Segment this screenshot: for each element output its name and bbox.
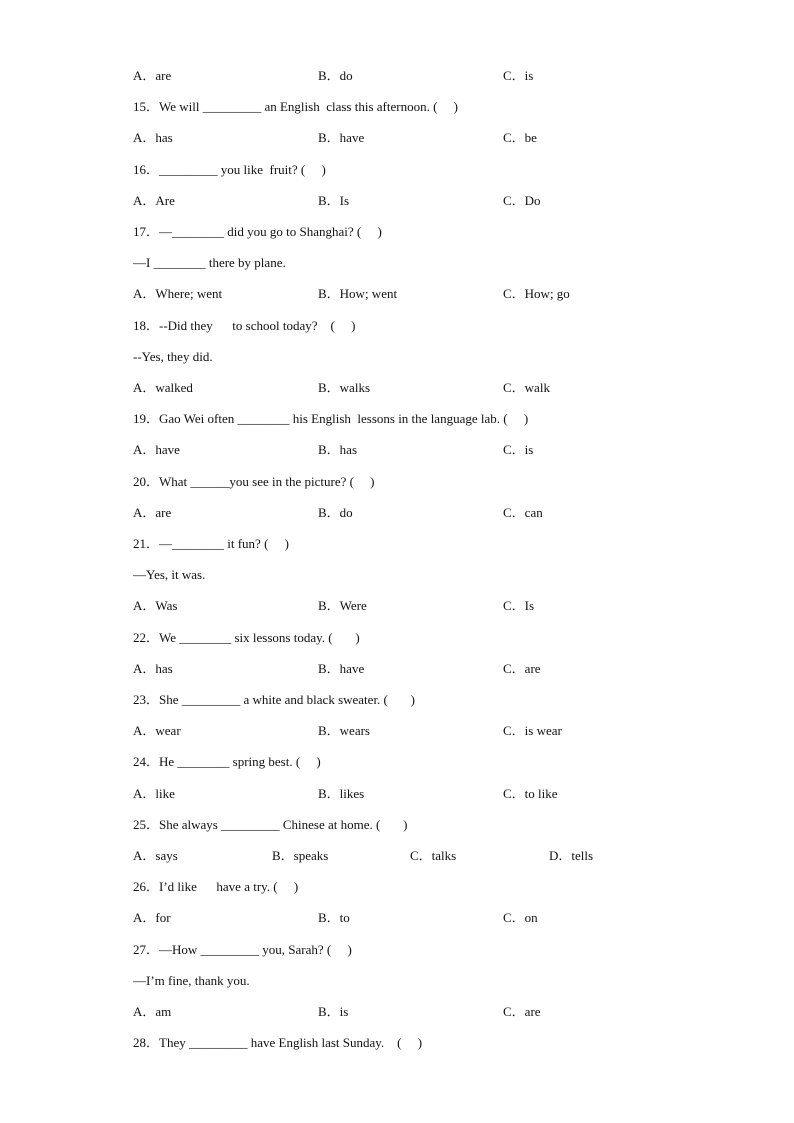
question-text: 25．She always _________ Chinese at home. ( )	[133, 817, 408, 832]
answer-option-b: B．have	[318, 661, 365, 676]
question-text: 21．—________ it fun? ( )	[133, 536, 289, 551]
answer-option-a: A．walked	[133, 380, 193, 395]
answer-option-c: C．can	[503, 505, 543, 520]
answer-option-b: B．walks	[318, 380, 371, 395]
answer-option-a: A．have	[133, 442, 180, 457]
answer-option-a: A．says	[133, 848, 178, 863]
answer-option-c: C．to like	[503, 786, 558, 801]
question-text: 27．—How _________ you, Sarah? ( )	[133, 942, 352, 957]
answer-option-a: A．Where; went	[133, 286, 223, 301]
answer-option-a: A．like	[133, 786, 175, 801]
answer-option-b: B．has	[318, 442, 358, 457]
answer-option-c: C．is	[503, 442, 534, 457]
question-text: 20．What ______you see in the picture? ( )	[133, 474, 375, 489]
question-text: —I ________ there by plane.	[133, 255, 286, 270]
answer-option-c: C．is	[503, 68, 534, 83]
answer-option-c: C．are	[503, 1004, 541, 1019]
answer-option-c: C．are	[503, 661, 541, 676]
answer-option-a: A．Are	[133, 193, 175, 208]
answer-option-b: B．have	[318, 130, 365, 145]
answer-option-a: A．for	[133, 910, 171, 925]
answer-option-b: B．Were	[318, 598, 367, 613]
answer-option-a: A．are	[133, 68, 172, 83]
question-text: 18．--Did they to school today? ( )	[133, 318, 356, 333]
answer-option-a: A．has	[133, 661, 173, 676]
answer-option-c: C．walk	[503, 380, 550, 395]
answer-option-b: B．to	[318, 910, 350, 925]
question-text: 28．They _________ have English last Sunday. ( )	[133, 1035, 423, 1050]
answer-option-b: B．wears	[318, 723, 370, 738]
answer-option-c: C．be	[503, 130, 537, 145]
answer-option-b: B．is	[318, 1004, 349, 1019]
answer-option-c: C．on	[503, 910, 538, 925]
answer-option-c: C．Do	[503, 193, 541, 208]
question-text: 22．We ________ six lessons today. ( )	[133, 630, 360, 645]
answer-option-c: C．How; go	[503, 286, 570, 301]
question-text: 19．Gao Wei often ________ his English lessons in the language lab. ( )	[133, 411, 529, 426]
answer-option-b: B．do	[318, 68, 353, 83]
answer-option-b: B．How; went	[318, 286, 398, 301]
answer-option-d: D．tells	[549, 848, 594, 863]
question-text: —I’m fine, thank you.	[133, 973, 250, 988]
question-text: 23．She _________ a white and black sweater. ( )	[133, 692, 415, 707]
question-text: 17．—________ did you go to Shanghai? ( )	[133, 224, 382, 239]
question-text: 16．_________ you like fruit? ( )	[133, 162, 326, 177]
answer-option-a: A．has	[133, 130, 173, 145]
answer-option-b: B．do	[318, 505, 353, 520]
question-text: 24．He ________ spring best. ( )	[133, 754, 321, 769]
answer-option-a: A．Was	[133, 598, 178, 613]
answer-option-a: A．wear	[133, 723, 181, 738]
answer-option-b: B．likes	[318, 786, 365, 801]
question-text: --Yes, they did.	[133, 349, 213, 364]
answer-option-c: C．is wear	[503, 723, 562, 738]
answer-option-a: A．are	[133, 505, 172, 520]
question-text: 15．We will _________ an English class this afternoon. ( )	[133, 99, 458, 114]
question-text: —Yes, it was.	[133, 567, 206, 582]
question-text: 26．I’d like have a try. ( )	[133, 879, 299, 894]
answer-option-a: A．am	[133, 1004, 172, 1019]
answer-option-c: C．Is	[503, 598, 535, 613]
answer-option-c: C．talks	[410, 848, 457, 863]
answer-option-b: B．Is	[318, 193, 350, 208]
answer-option-b: B．speaks	[272, 848, 329, 863]
